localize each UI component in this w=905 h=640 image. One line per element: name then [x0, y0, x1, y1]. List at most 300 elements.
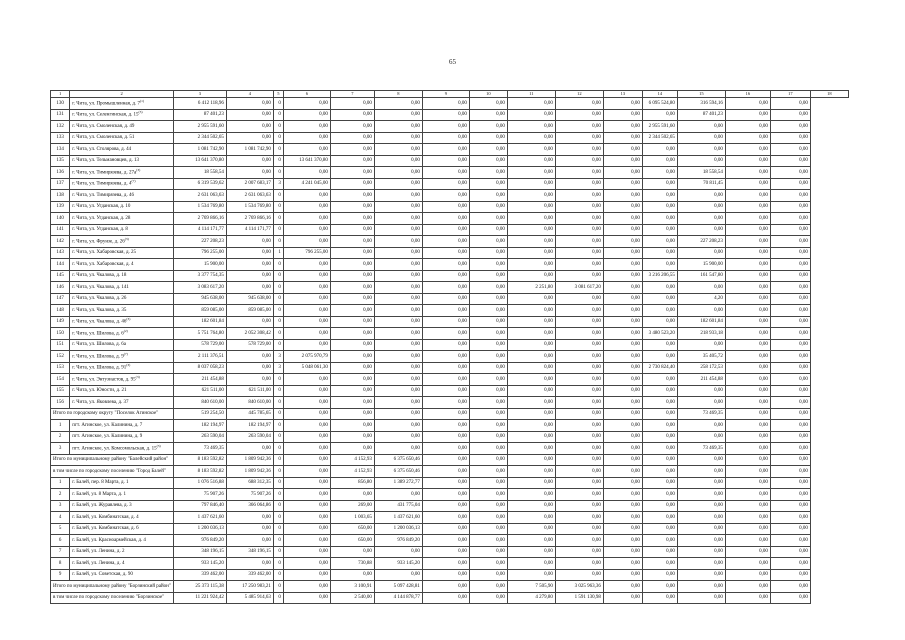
value-cell: 0,00	[725, 397, 770, 409]
value-cell: 0,00	[555, 293, 603, 305]
value-cell: 0	[273, 259, 283, 271]
value-cell: 0,00	[725, 132, 770, 144]
value-cell: 0,00	[603, 523, 642, 535]
table-row	[51, 397, 849, 409]
value-cell: 0,00	[725, 121, 770, 133]
value-cell: 0	[273, 339, 283, 351]
address-text: г. Чита, ул. Энтузиастов, д. 95	[72, 377, 136, 383]
value-cell: 4 152,93	[330, 454, 374, 466]
table-row	[51, 201, 849, 213]
value-cell: 0,00	[677, 420, 725, 432]
value-cell: 2 111 376,51	[173, 351, 226, 363]
value-cell: 0,00	[330, 328, 374, 340]
address-text: г. Чита, ул. Угданская, д. 8	[72, 227, 128, 233]
value-cell: 0,00	[374, 351, 422, 363]
address-cell	[70, 144, 174, 156]
value-cell: 0,00	[725, 213, 770, 225]
value-cell: 0,00	[283, 512, 330, 524]
value-cell: 0	[273, 489, 283, 501]
column-number: 5	[273, 91, 283, 98]
value-cell: 4 114 171,77	[226, 224, 273, 236]
value-cell: 0,00	[642, 259, 677, 271]
value-cell: 0	[273, 558, 283, 570]
value-cell: 0,00	[770, 500, 810, 512]
value-cell: 0,00	[507, 569, 555, 581]
value-cell: 0,00	[283, 98, 330, 110]
value-cell: 0,00	[725, 224, 770, 236]
row-number: 139	[51, 201, 70, 213]
value-cell: 0,00	[374, 431, 422, 443]
address-cell	[70, 167, 174, 179]
value-cell: 0,00	[725, 489, 770, 501]
value-cell: 0,00	[642, 592, 677, 604]
value-cell: 0,00	[725, 569, 770, 581]
value-cell: 0,00	[469, 535, 507, 547]
value-cell: 0,00	[642, 155, 677, 167]
value-cell: 0,00	[603, 247, 642, 259]
value-cell: 0,00	[770, 454, 810, 466]
address-text: пгт. Агинское, ул. Калинина, д. 9	[72, 434, 143, 440]
row-number: 141	[51, 224, 70, 236]
value-cell: 0,00	[469, 167, 507, 179]
value-cell: 0,00	[507, 167, 555, 179]
value-cell: 4 241 045,00	[283, 178, 330, 190]
value-cell: 0,00	[507, 328, 555, 340]
value-cell: 4 114 171,77	[173, 224, 226, 236]
address-text: г. Чита, ул. Фрунзе, д. 26	[72, 239, 125, 245]
value-cell: 0,00	[642, 247, 677, 259]
value-cell: 0,00	[642, 500, 677, 512]
value-cell: 0,00	[642, 213, 677, 225]
address-text: г. Чита, ул. Чкалова, д. 141	[72, 284, 129, 290]
value-cell: 0,00	[507, 558, 555, 570]
value-cell: 4 144 878,77	[374, 592, 422, 604]
value-cell: 0,00	[507, 98, 555, 110]
value-cell: 0,00	[422, 535, 469, 547]
value-cell: 0,00	[677, 132, 725, 144]
value-cell: 0,00	[770, 167, 810, 179]
value-cell: 0,00	[469, 500, 507, 512]
address-cell	[70, 190, 174, 202]
value-cell: 2 955 591,60	[642, 121, 677, 133]
value-cell: 0,00	[283, 569, 330, 581]
value-cell: 0,00	[226, 270, 273, 282]
value-cell: 0,00	[603, 201, 642, 213]
value-cell: 263 590,04	[226, 431, 273, 443]
value-cell: 0,00	[770, 282, 810, 294]
value-cell: 15 900,00	[173, 259, 226, 271]
value-cell: 1 437 621,60	[374, 512, 422, 524]
value-cell: 0,00	[330, 362, 374, 374]
value-cell: 0,00	[469, 178, 507, 190]
address-text: г. Чита, ул. Тимирязева, д. 46	[72, 192, 134, 198]
value-cell: 0,00	[677, 155, 725, 167]
address-text: г. Чита, ул. Тимирязева, д. 4	[72, 182, 132, 188]
value-cell: 0,00	[770, 443, 810, 455]
value-cell: 0,00	[725, 443, 770, 455]
address-cell	[70, 477, 174, 489]
value-cell: 0,00	[555, 351, 603, 363]
value-cell: 0,00	[677, 385, 725, 397]
value-cell: 0,00	[555, 316, 603, 328]
value-cell: 0,00	[725, 466, 770, 478]
value-cell: 578 729,00	[173, 339, 226, 351]
value-cell: 0,00	[725, 316, 770, 328]
summary-row	[51, 592, 849, 604]
value-cell: 0,00	[507, 523, 555, 535]
value-cell: 73 469,35	[173, 443, 226, 455]
address-cell	[70, 362, 174, 374]
footnote-mark: (3)	[156, 443, 161, 448]
value-cell: 0,00	[642, 477, 677, 489]
value-cell: 0,00	[603, 339, 642, 351]
value-cell: 933 145,20	[374, 558, 422, 570]
value-cell: 0,00	[330, 305, 374, 317]
value-cell: 0,00	[603, 293, 642, 305]
value-cell: 0,00	[283, 328, 330, 340]
value-cell: 0	[273, 385, 283, 397]
value-cell: 0,00	[226, 535, 273, 547]
value-cell: 0,00	[469, 305, 507, 317]
value-cell: 0,00	[770, 328, 810, 340]
row-number: 135	[51, 155, 70, 167]
address-text: г. Балей, ул. Ленина, д. 2	[72, 549, 125, 555]
value-cell: 1 809 942,36	[226, 466, 273, 478]
value-cell: 1 200 036,13	[173, 523, 226, 535]
value-cell: 0,00	[725, 420, 770, 432]
address-cell	[70, 201, 174, 213]
value-cell: 0,00	[642, 167, 677, 179]
value-cell: 0,00	[770, 546, 810, 558]
table-row	[51, 558, 849, 570]
value-cell: 0	[273, 132, 283, 144]
value-cell: 0,00	[507, 339, 555, 351]
value-cell: 0,00	[283, 316, 330, 328]
value-cell: 25 373 115,38	[173, 581, 226, 593]
value-cell: 0	[273, 190, 283, 202]
value-cell: 0,00	[422, 523, 469, 535]
value-cell: 0,00	[677, 121, 725, 133]
value-cell: 0,00	[226, 351, 273, 363]
value-cell: 0,00	[283, 592, 330, 604]
value-cell: 0,00	[422, 581, 469, 593]
value-cell: 0,00	[422, 374, 469, 386]
value-cell: 0,00	[770, 316, 810, 328]
value-cell: 0,00	[283, 397, 330, 409]
address-cell	[70, 385, 174, 397]
address-cell	[70, 109, 174, 121]
value-cell: 0,00	[422, 339, 469, 351]
value-cell: 0,00	[374, 293, 422, 305]
value-cell: 0,00	[374, 190, 422, 202]
table-row	[51, 109, 849, 121]
value-cell: 0	[273, 270, 283, 282]
value-cell: 0,00	[226, 316, 273, 328]
column-number: 11	[507, 91, 555, 98]
value-cell: 0,00	[725, 512, 770, 524]
address-text: г. Чита, ул. Столярова, д. 44	[72, 146, 132, 152]
value-cell: 0,00	[725, 500, 770, 512]
value-cell: 3	[273, 178, 283, 190]
value-cell: 4 152,93	[330, 466, 374, 478]
value-cell: 0,00	[770, 201, 810, 213]
value-cell: 0,00	[677, 213, 725, 225]
value-cell: 0,00	[330, 98, 374, 110]
value-cell: 0,00	[555, 259, 603, 271]
value-cell: 976 849,20	[173, 535, 226, 547]
row-number: 151	[51, 339, 70, 351]
column-number: 7	[330, 91, 374, 98]
value-cell: 0,00	[422, 178, 469, 190]
value-cell: 0,00	[770, 98, 810, 110]
value-cell: 1 003,65	[330, 512, 374, 524]
value-cell: 0	[273, 167, 283, 179]
value-cell: 797 846,40	[173, 500, 226, 512]
value-cell: 6 319 539,62	[173, 178, 226, 190]
value-cell: 0,00	[725, 431, 770, 443]
value-cell: 1	[273, 247, 283, 259]
value-cell: 0,00	[469, 144, 507, 156]
value-cell: 0,00	[677, 339, 725, 351]
value-cell: 933 145,20	[173, 558, 226, 570]
value-cell: 0,00	[469, 408, 507, 420]
row-number: 140	[51, 213, 70, 225]
value-cell: 0,00	[469, 477, 507, 489]
value-cell: 316 594,16	[677, 98, 725, 110]
value-cell: 0,00	[507, 224, 555, 236]
value-cell: 0,00	[603, 328, 642, 340]
value-cell: 0,00	[330, 282, 374, 294]
value-cell: 0	[273, 408, 283, 420]
value-cell: 0,00	[374, 489, 422, 501]
row-number: 145	[51, 270, 70, 282]
value-cell: 8 183 592,82	[173, 466, 226, 478]
value-cell: 0,00	[725, 201, 770, 213]
value-cell: 0,00	[725, 351, 770, 363]
value-cell: 0,00	[507, 489, 555, 501]
value-cell: 0,00	[725, 535, 770, 547]
value-cell: 0,00	[374, 408, 422, 420]
value-cell: 0,00	[770, 121, 810, 133]
value-cell: 0,00	[283, 500, 330, 512]
address-text: пгт. Агинское, ул. Комсомольская, д. 15	[72, 446, 157, 452]
value-cell: 4 279,80	[507, 592, 555, 604]
address-text: г. Чита, ул. Хабаровская, д. 25	[72, 250, 137, 256]
value-cell: 0,00	[283, 581, 330, 593]
row-number: 6	[51, 535, 70, 547]
value-cell: 269,00	[330, 500, 374, 512]
value-cell: 0,00	[374, 339, 422, 351]
value-cell: 0	[273, 282, 283, 294]
value-cell: 0,00	[642, 144, 677, 156]
value-cell: 0,00	[283, 236, 330, 248]
value-cell: 621 511,00	[173, 385, 226, 397]
value-cell: 0,00	[770, 178, 810, 190]
row-number: 5	[51, 523, 70, 535]
value-cell: 0,00	[507, 316, 555, 328]
value-cell: 0,00	[422, 224, 469, 236]
address-cell	[70, 500, 174, 512]
value-cell: 0,00	[330, 420, 374, 432]
value-cell: 0,00	[642, 282, 677, 294]
value-cell: 0,00	[603, 259, 642, 271]
value-cell: 0,00	[507, 132, 555, 144]
value-cell: 0,00	[770, 477, 810, 489]
value-cell: 0,00	[555, 190, 603, 202]
page-number: 65	[449, 58, 456, 66]
table-row	[51, 98, 849, 110]
value-cell: 0,00	[374, 443, 422, 455]
value-cell: 0,00	[283, 489, 330, 501]
data-table	[50, 90, 849, 604]
table-row	[51, 523, 849, 535]
footnote-mark: (7)	[123, 351, 128, 356]
value-cell: 0,00	[330, 569, 374, 581]
value-cell: 0,00	[603, 477, 642, 489]
row-number: 134	[51, 144, 70, 156]
value-cell: 348 196,15	[226, 546, 273, 558]
address-cell	[70, 558, 174, 570]
table-row	[51, 282, 849, 294]
value-cell: 0,00	[226, 247, 273, 259]
value-cell: 0,00	[677, 466, 725, 478]
value-cell: 0,00	[603, 144, 642, 156]
value-cell: 0,00	[603, 155, 642, 167]
value-cell: 0,00	[642, 293, 677, 305]
value-cell: 0,00	[770, 132, 810, 144]
value-cell: 5 485 914,63	[226, 592, 273, 604]
value-cell: 0,00	[283, 305, 330, 317]
value-cell: 5 097 428,81	[374, 581, 422, 593]
value-cell: 0,00	[422, 236, 469, 248]
value-cell: 0,00	[422, 512, 469, 524]
value-cell: 0,00	[677, 144, 725, 156]
value-cell: 0,00	[725, 155, 770, 167]
value-cell: 0	[273, 328, 283, 340]
value-cell: 0,00	[330, 144, 374, 156]
value-cell: 0,00	[507, 431, 555, 443]
column-number: 3	[173, 91, 226, 98]
value-cell: 258 172,53	[677, 362, 725, 374]
value-cell: 0	[273, 374, 283, 386]
value-cell: 0,00	[603, 305, 642, 317]
value-cell: 1 076 516,88	[173, 477, 226, 489]
value-cell: 0,00	[725, 362, 770, 374]
value-cell: 0,00	[283, 270, 330, 282]
value-cell: 0,00	[555, 397, 603, 409]
value-cell: 0,00	[555, 569, 603, 581]
value-cell: 0,00	[507, 420, 555, 432]
row-number: 146	[51, 282, 70, 294]
column-number: 17	[770, 91, 810, 98]
value-cell: 73 469,35	[677, 408, 725, 420]
value-cell: 0,00	[770, 466, 810, 478]
value-cell: 0,00	[642, 305, 677, 317]
value-cell: 730,88	[330, 558, 374, 570]
footnote-mark: (3)	[136, 167, 141, 172]
value-cell: 0,00	[422, 282, 469, 294]
value-cell: 0,00	[422, 362, 469, 374]
value-cell: 0	[273, 305, 283, 317]
table-row	[51, 178, 849, 190]
value-cell: 0,00	[507, 351, 555, 363]
value-cell: 0,00	[642, 454, 677, 466]
value-cell: 3 100,91	[330, 581, 374, 593]
value-cell: 0,00	[507, 374, 555, 386]
value-cell: 0,00	[469, 443, 507, 455]
value-cell: 0,00	[725, 581, 770, 593]
value-cell: 0,00	[770, 339, 810, 351]
value-cell: 0,00	[422, 454, 469, 466]
value-cell: 0,00	[374, 224, 422, 236]
value-cell: 0,00	[374, 201, 422, 213]
value-cell: 0,00	[725, 282, 770, 294]
value-cell: 0,00	[469, 523, 507, 535]
value-cell: 0,00	[283, 167, 330, 179]
value-cell: 0,00	[507, 535, 555, 547]
value-cell: 17 250 983,21	[226, 581, 273, 593]
value-cell: 945 638,00	[173, 293, 226, 305]
value-cell: 348 196,15	[173, 546, 226, 558]
value-cell: 0,00	[283, 109, 330, 121]
value-cell: 0,00	[226, 259, 273, 271]
value-cell: 0,00	[283, 535, 330, 547]
value-cell: 0,00	[507, 466, 555, 478]
address-text: г. Балей, ул. Ленина, д. 4	[72, 560, 125, 566]
value-cell: 0,00	[226, 374, 273, 386]
value-cell: 0,00	[469, 351, 507, 363]
value-cell: 0,00	[642, 535, 677, 547]
value-cell: 0,00	[555, 144, 603, 156]
value-cell: 0,00	[283, 132, 330, 144]
value-cell: 0,00	[330, 201, 374, 213]
table-row	[51, 500, 849, 512]
value-cell: 8 183 592,82	[173, 454, 226, 466]
value-cell: 0,00	[422, 121, 469, 133]
address-cell	[70, 420, 174, 432]
address-cell	[70, 98, 174, 110]
value-cell: 0	[273, 155, 283, 167]
table-row	[51, 512, 849, 524]
row-number: 8	[51, 558, 70, 570]
address-cell	[70, 259, 174, 271]
column-number: 18	[810, 91, 848, 98]
value-cell: 0	[273, 397, 283, 409]
row-number: 144	[51, 259, 70, 271]
value-cell: 0,00	[226, 132, 273, 144]
value-cell: 0,00	[770, 569, 810, 581]
value-cell: 0,00	[555, 224, 603, 236]
value-cell: 0,00	[330, 351, 374, 363]
value-cell: 0,00	[374, 259, 422, 271]
value-cell: 0,00	[469, 247, 507, 259]
value-cell: 0,00	[422, 270, 469, 282]
value-cell: 0,00	[422, 431, 469, 443]
value-cell: 0,00	[770, 270, 810, 282]
value-cell: 0,00	[226, 362, 273, 374]
summary-row	[51, 466, 849, 478]
value-cell: 0,00	[642, 201, 677, 213]
value-cell: 0,00	[330, 224, 374, 236]
row-number: 150	[51, 328, 70, 340]
value-cell: 0,00	[422, 132, 469, 144]
value-cell: 0,00	[422, 201, 469, 213]
table-row	[51, 132, 849, 144]
value-cell: 0,00	[770, 293, 810, 305]
value-cell: 0,00	[422, 144, 469, 156]
value-cell: 0,00	[770, 213, 810, 225]
value-cell: 0,00	[770, 155, 810, 167]
